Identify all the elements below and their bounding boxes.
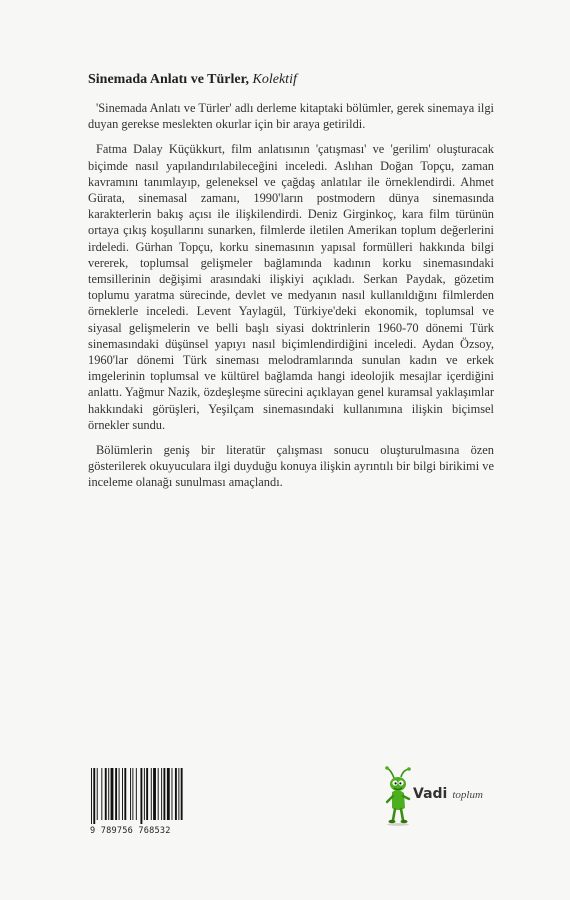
barcode-bar: [111, 768, 114, 820]
publisher-name: [413, 786, 483, 802]
barcode-icon: [90, 768, 186, 824]
publisher-logo: [385, 766, 515, 826]
barcode-bar: [93, 768, 95, 824]
barcode-bar: [181, 768, 183, 820]
barcode-bar: [122, 768, 123, 820]
paragraph-conclusion: Bölümlerin geniş bir literatür çalışması sonucu oluşturulmasına özen gösterilerek okuyuculara ilgi duyduğu konuya ilişkin ayrıntılı bir bilgi birikimi ve inceleme olanağı sunulması amaçlandı.: [88, 443, 494, 490]
barcode-bar: [124, 768, 126, 820]
isbn-number: 9 789756 768532: [90, 826, 171, 836]
barcode-bar: [97, 768, 98, 820]
barcode-bar: [167, 768, 170, 820]
barcode-bar: [119, 768, 120, 820]
book-title: Sinemada Anlatı ve Türler,: [88, 72, 250, 87]
barcode-bar: [172, 768, 173, 820]
barcode-bar: [140, 768, 142, 824]
barcode-bar: [136, 768, 137, 820]
barcode-bar: [153, 768, 156, 820]
book-author: Kolektif: [252, 72, 297, 87]
barcode-bar: [151, 768, 152, 820]
barcode-bar: [178, 768, 179, 820]
book-title-line: [88, 70, 494, 90]
barcode-bar: [91, 768, 92, 824]
publisher-imprint: toplum: [452, 789, 483, 801]
barcode-bar: [101, 768, 102, 820]
barcode-bar: [115, 768, 117, 820]
green-creature-mascot-icon: [385, 766, 413, 826]
barcode-bar: [158, 768, 159, 820]
barcode-bar: [144, 768, 145, 820]
paragraph-chapters: Fatma Dalay Küçükkurt, film anlatısının 'çatışması' ve 'gerilim' oluşturacak biçimde nasıl yapılandırılabileceğini inceledi. Aslıhan Doğan Topçu, zaman kavramını tanımlayıp, geleneksel ve çağdaş anlatılar ile örneklendirdi. Ahmet Gürata, sinemasal zamanı, 1990'ların postmodern dünya sinemasında karakterlerin bakış açısı ile ilişkilendirdi. Deniz Girginkoç, kara film türünün ortaya çıkış koşullarını sunarken, filmlerde iletilen Amerikan toplum değerlerini irdeledi. Gürhan Topçu, korku sinemasının yapısal formülleri hakkında bilgi vererek, toplumsal gelişmeler bağlamında kadının korku sinemasındaki temsillerinin değişimi arasındaki ilişkiyi açıkladı. Serkan Paydak, gözetim toplumu yaratma sürecinde, devlet ve medyanın nasıl kullanıldığını filmlerden örneklerle inceledi. Levent Yaylagül, Türkiye'deki ekonomik, toplumsal ve siyasal gelişmelerin ve belli başlı siyasi doktrinlerin 1960-70 dönemi Türk sinemasındaki düşünsel yapıyı nasıl biçimlendirdiğini inceledi. Aydan Özsoy, 1960'lar dönemi Türk sineması melodramlarında sunulan kadın ve erkek imgelerinin toplumsal ve kültürel bağlamda hangi ideolojik mesajlar içerdiğini anlattı. Yağmur Nazik, özdeşleşme sürecini açıklayan genel kuramsal yaklaşımlar hakkındaki görüşleri, Yeşilçam sinemasındaki kullanımına ilişkin biçimsel örnekler sundu.: [88, 142, 494, 432]
barcode-bar: [146, 768, 148, 820]
barcode-bar: [161, 768, 162, 820]
barcode-bar: [108, 768, 109, 820]
barcode-bar: [175, 768, 177, 820]
barcode-bar: [130, 768, 131, 820]
paragraph-intro: 'Sinemada Anlatı ve Türler' adlı derleme kitaptaki bölümler, gerek sinemaya ilgi duyan gerekse meslekten okurlar için bir araya getirildi.: [88, 101, 494, 132]
cover-text: [88, 70, 494, 500]
barcode-bar: [132, 768, 133, 820]
barcode-bar: [105, 768, 107, 820]
barcode-bar: [163, 768, 165, 820]
publisher-brand: Vadi: [413, 786, 448, 802]
